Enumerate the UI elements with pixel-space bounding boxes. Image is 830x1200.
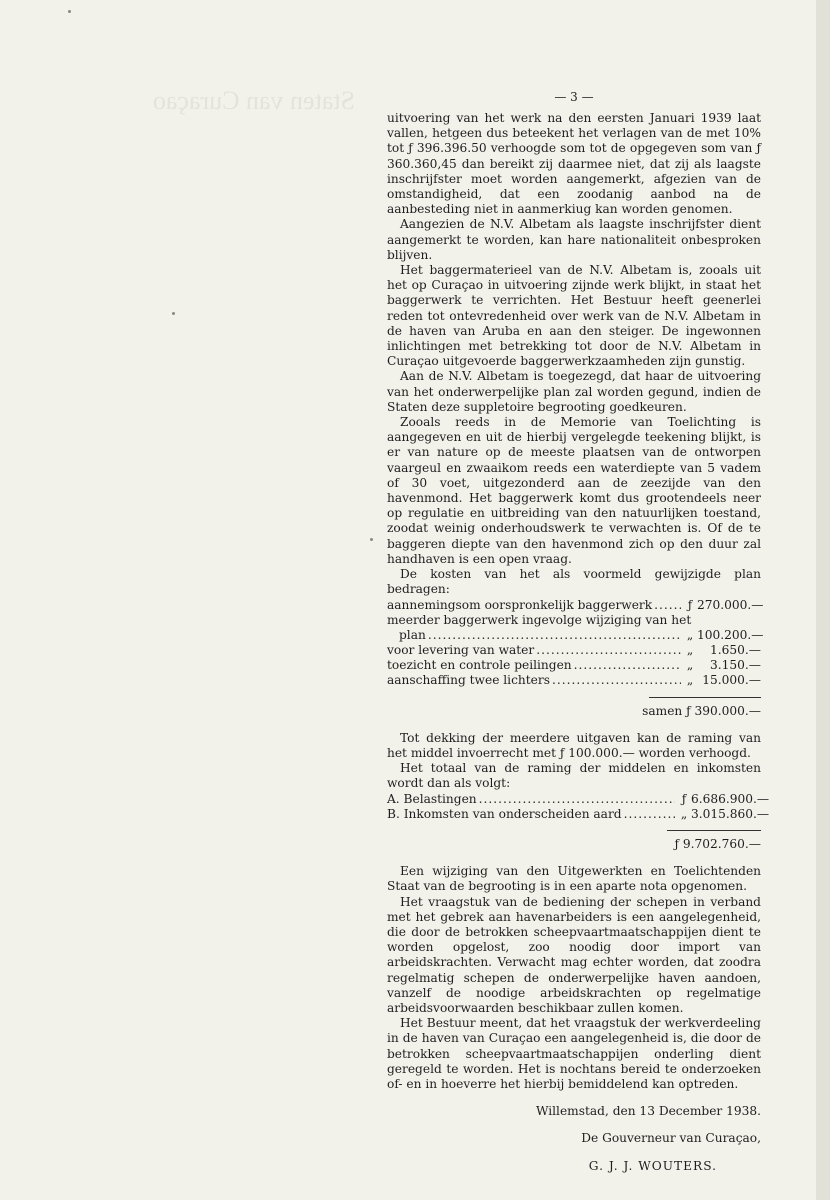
paragraph: Het Bestuur meent, dat het vraagstuk der werkverdeeling in de haven van Curaçao een aangelegenheid is, die door de betrokken scheepvaartmaatschappijen onderling dient geregeld te worden. Het is nochtans bereid te onderzoeken of- en in hoeverre het hierbij bemiddelend kan optreden. — [387, 1016, 761, 1092]
cost-row: plan ..... „ 100.200.— — [387, 628, 761, 643]
paragraph: De kosten van het als voormeld gewijzigde plan bedragen: — [387, 567, 761, 597]
paper-speck — [172, 312, 175, 315]
revenue-table — [387, 791, 770, 853]
page-number: — 3 — — [554, 90, 594, 104]
revenue-row: B. Inkomsten van onderscheiden aard ..... „ 3.015.860.— — [387, 807, 761, 822]
signatory-title: De Gouverneur van Curaçao, — [581, 1131, 761, 1146]
cost-table — [387, 597, 764, 719]
paragraph: Aan de N.V. Albetam is toegezegd, dat haar de uitvoering van het onderwerpelijke plan zal worden gegund, indien de Staten deze suppletoire begrooting goedkeuren. — [387, 369, 761, 414]
document-body — [387, 111, 770, 1174]
paragraph: Aangezien de N.V. Albetam als laagste inschrijfster dient aangemerkt te worden, kan hare nationaliteit onbesproken blijven. — [387, 217, 761, 262]
bleed-through-letterhead — [85, 86, 355, 206]
cost-row: meerder baggerwerk ingevolge wijziging van het — [387, 612, 692, 627]
cost-row: toezicht en controle peilingen ..... „ 3.150.— — [387, 658, 761, 673]
cost-row: aannemingsom oorspronkelijk baggerwerk ..... ƒ 270.000.— — [387, 598, 761, 613]
paper-edge — [816, 0, 830, 1200]
place-date: Willemstad, den 13 December 1938. — [535, 1104, 761, 1119]
cost-row: aanschaffing twee lichters ..... „ 15.000.— — [387, 673, 761, 688]
paragraph: Een wijziging van den Uitgewerkten en Toelichtenden Staat van de begrooting is in een aparte nota opgenomen. — [387, 864, 761, 894]
revenue-total: ƒ 9.702.760.— — [674, 837, 761, 852]
paper-speck — [370, 538, 373, 541]
sum-rule — [649, 697, 761, 698]
cost-row: voor levering van water ..... „ 1.650.— — [387, 643, 761, 658]
section-funding — [387, 731, 761, 792]
paper-speck — [68, 10, 71, 13]
paragraph: Zooals reeds in de Memorie van Toelichting is aangegeven en uit de hierbij vergelegde teekening blijkt, is er van nature op de meeste plaatsen van de ontworpen vaargeul en zwaaikom reeds een waterdiepte van 5 vadem of 30 voet, uitgezonderd aan de zeezijde van den havenmond. Het baggerwerk komt dus grootendeels neer op regulatie en uitbreiding van den natuurlijken toestand, zoodat weinig onderhoudswerk te verwachten is. Of de te baggeren diepte van den havenmond zich op den duur zal handhaven is een open vraag. — [387, 415, 761, 566]
paragraph: Het totaal van de raming der middelen en inkomsten wordt dan als volgt: — [387, 761, 761, 791]
section-closing — [387, 864, 761, 1092]
bleed-through-text: Staten van Curaçao — [152, 86, 355, 115]
paragraph: uitvoering van het werk na den eersten Januari 1939 laat vallen, hetgeen dus beteekent het verlagen van de met 10% tot ƒ 396.396.50 verhoogde som tot de opgegeven som van ƒ 360.360,45 dan bereikt zij daarmee niet, dat zij als laagste inschrijfster moet worden aangemerkt, afgezien van de omstandigheid, dat een zoodanig aanbod na de aanbesteding niet in aanmerkiug kan worden genomen. — [387, 111, 761, 217]
paragraph: Het vraagstuk van de bediening der schepen in verband met het gebrek aan havenarbeiders is een aangelegenheid, die door de betrokken scheepvaartmaatschappijen dient te worden opgelost, zoo noodig door import van arbeidskrachten. Verwacht mag echter worden, dat zoodra regelmatig schepen de onderwerpelijke haven aandoen, vanzelf de noodige arbeidskrachten op regelmatige arbeidsvoorwaarden beschikbaar zullen komen. — [387, 894, 761, 1016]
paragraph: Tot dekking der meerdere uitgaven kan de raming van het middel invoerrecht met ƒ 100.000.— worden verhoogd. — [387, 730, 761, 761]
section-intro — [387, 111, 761, 598]
sum-rule — [667, 830, 761, 831]
paragraph: Het baggermaterieel van de N.V. Albetam is, zooals uit het op Curaçao in uitvoering zijnde werk blijkt, in staat het baggerwerk te verrichten. Het Bestuur heeft geenerlei reden tot ontevredenheid over werk van de N.V. Albetam in de haven van Aruba en aan den steiger. De ingewonnen inlichtingen met betrekking tot door de N.V. Albetam in Curaçao uitgevoerde baggerwerkzaamheden zijn gunstig. — [387, 263, 761, 369]
revenue-row: A. Belastingen ..... ƒ 6.686.900.— — [387, 792, 761, 807]
signatory-name: G. J. J. WOUTERS. — [588, 1158, 717, 1173]
cost-total: samen ƒ 390.000.— — [642, 703, 761, 718]
